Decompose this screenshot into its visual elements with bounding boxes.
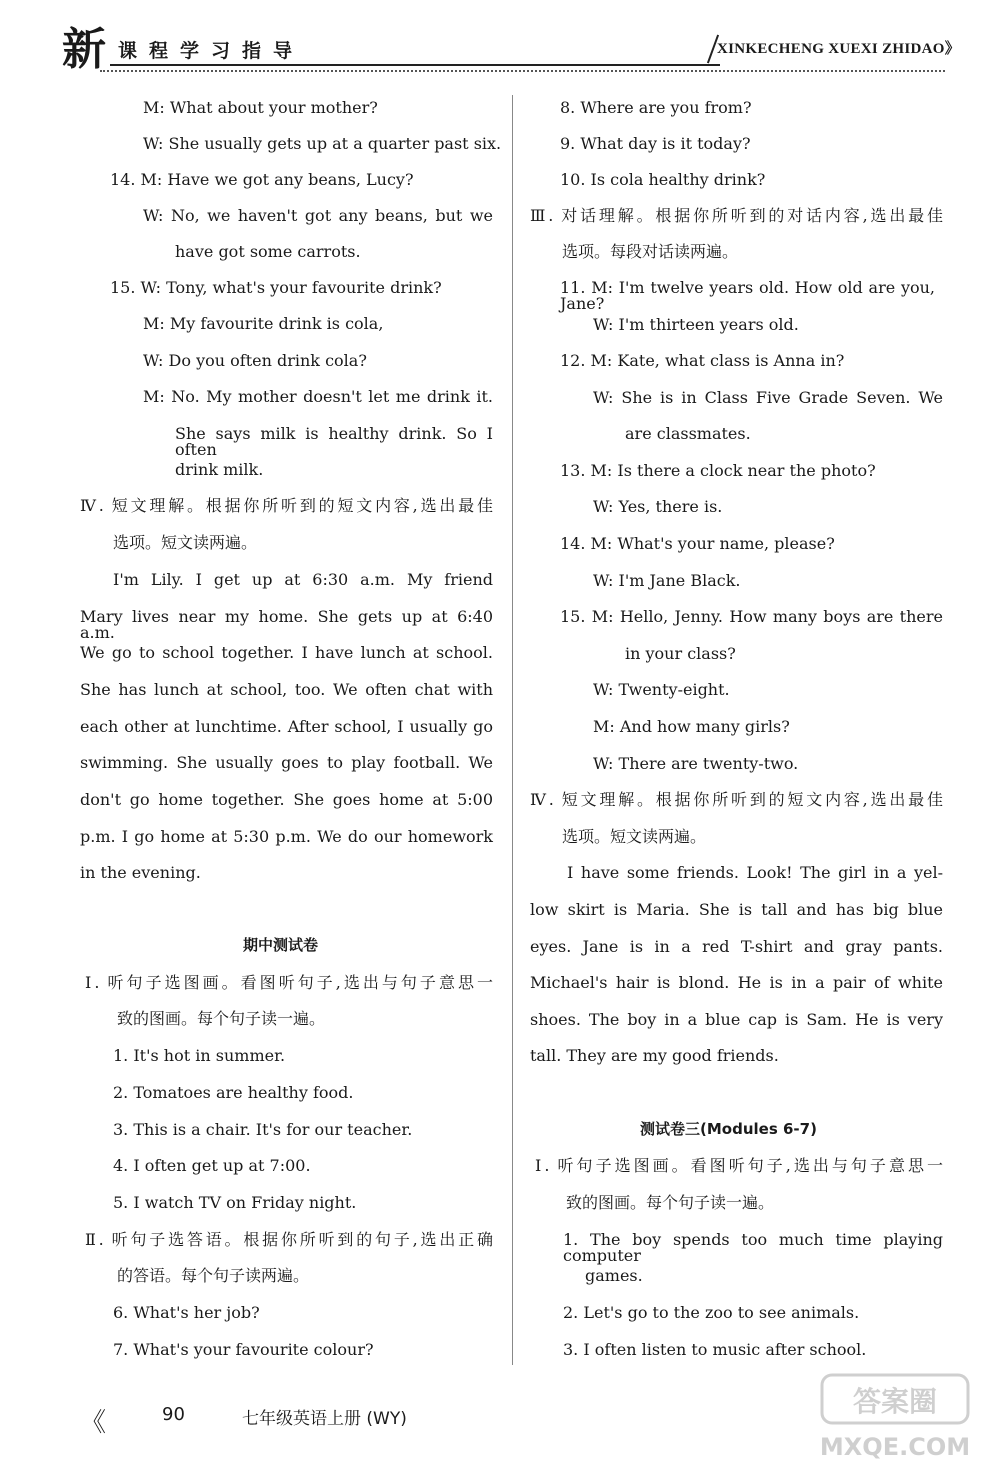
test-title: 测试卷三(Modules 6-7) (640, 1120, 817, 1138)
text-line: W: Do you often drink cola? (143, 351, 367, 370)
dialogue-line: W: Twenty-eight. (593, 680, 730, 699)
section-heading: Ⅱ. 听句子选答语。根据你所听到的句子,选出正确 (85, 1230, 493, 1249)
dialogue-line: are classmates. (625, 424, 751, 443)
column-divider (512, 95, 513, 1365)
paragraph-line: I'm Lily. I get up at 6:30 a.m. My friend (113, 570, 493, 589)
paragraph-line: tall. They are my good friends. (530, 1046, 779, 1065)
exam-title: 期中测试卷 (243, 936, 319, 954)
paragraph-line: She has lunch at school, too. We often chat with (80, 680, 493, 699)
page-number: 90 (162, 1404, 185, 1425)
paragraph-line: in the evening. (80, 863, 201, 882)
section-heading: Ⅰ. 听句子选图画。看图听句子,选出与句子意思一 (85, 973, 493, 992)
dialogue-line: M: And how many girls? (593, 717, 790, 736)
chevron-right-icon: 》 (944, 41, 961, 57)
question-item: 7. What's your favourite colour? (113, 1340, 374, 1359)
header-dotted-rule (100, 70, 945, 72)
question-item: 4. I often get up at 7:00. (113, 1156, 311, 1175)
section-heading: 选项。短文读两遍。 (113, 533, 258, 552)
series-title: 课程学习指导 (118, 40, 305, 62)
text-line: 14. M: Have we got any beans, Lucy? (110, 170, 414, 189)
paragraph-line: don't go home together. She goes home at 5:00 (80, 790, 493, 809)
text-line: drink milk. (175, 460, 264, 479)
text-line: M: My favourite drink is cola, (143, 314, 384, 333)
question-item: 1. It's hot in summer. (113, 1046, 286, 1065)
watermark-logo-text: 答案圈 (852, 1385, 938, 1418)
paragraph-line: p.m. I go home at 5:30 p.m. We do our homework (80, 827, 493, 846)
watermark-logo (820, 1373, 970, 1463)
question-item: 5. I watch TV on Friday night. (113, 1193, 357, 1212)
question-item: 2. Let's go to the zoo to see animals. (563, 1303, 860, 1322)
watermark-url: MXQE.COM (820, 1433, 970, 1461)
section-heading: Ⅲ. 对话理解。根据你所听到的对话内容,选出最佳 (530, 206, 943, 225)
paragraph-line: eyes. Jane is in a red T-shirt and gray pants. (530, 937, 943, 956)
dialogue-line: W: She is in Class Five Grade Seven. We (593, 388, 943, 407)
question-item: 3. I often listen to music after school. (563, 1340, 867, 1359)
text-line: 15. W: Tony, what's your favourite drink? (110, 278, 442, 297)
text-line: W: No, we haven't got any beans, but we (143, 206, 493, 225)
text-line: She says milk is healthy drink. So I often (175, 424, 493, 459)
dialogue-line: W: I'm thirteen years old. (593, 315, 799, 334)
section-heading: 致的图画。每个句子读一遍。 (566, 1193, 775, 1212)
question-item: 10. Is cola healthy drink? (560, 170, 766, 189)
text-line: have got some carrots. (175, 242, 361, 261)
question-item: 3. This is a chair. It's for our teacher. (113, 1120, 413, 1139)
question-item: 2. Tomatoes are healthy food. (113, 1083, 354, 1102)
question-item: games. (585, 1266, 643, 1285)
dialogue-line: 15. M: Hello, Jenny. How many boys are there (560, 607, 943, 626)
question-item: 6. What's her job? (113, 1303, 260, 1322)
chevron-left-icon: 《 (80, 1408, 107, 1438)
paragraph-line: We go to school together. I have lunch at school. (80, 643, 493, 662)
text-line: M: No. My mother doesn't let me drink it. (143, 387, 493, 406)
paragraph-line: shoes. The boy in a blue cap is Sam. He is very (530, 1010, 943, 1029)
dialogue-line: 12. M: Kate, what class is Anna in? (560, 351, 845, 370)
section-heading: 选项。每段对话读两遍。 (562, 242, 739, 261)
section-heading: Ⅰ. 听句子选图画。看图听句子,选出与句子意思一 (535, 1156, 943, 1175)
dialogue-line: 14. M: What's your name, please? (560, 534, 835, 553)
series-title-pinyin: XINKECHENG XUEXI ZHIDAO》 (717, 41, 961, 57)
question-item: 9. What day is it today? (560, 134, 751, 153)
header-rule (110, 64, 720, 66)
paragraph-line: swimming. She usually goes to play football. We (80, 753, 493, 772)
paragraph-line: low skirt is Maria. She is tall and has big blue (530, 900, 943, 919)
question-item: 1. The boy spends too much time playing computer (563, 1230, 943, 1265)
dialogue-line: W: Yes, there is. (593, 497, 723, 516)
text-line: W: She usually gets up at a quarter past six. (143, 134, 502, 153)
dialogue-line: in your class? (625, 644, 736, 663)
text-line: M: What about your mother? (143, 98, 378, 117)
section-heading: Ⅳ. 短文理解。根据你所听到的短文内容,选出最佳 (80, 496, 493, 515)
dialogue-line: 11. M: I'm twelve years old. How old are you, Jane? (560, 278, 935, 313)
question-item: 8. Where are you from? (560, 98, 752, 117)
paragraph-line: each other at lunchtime. After school, I usually go (80, 717, 493, 736)
dialogue-line: 13. M: Is there a clock near the photo? (560, 461, 876, 480)
dialogue-line: W: I'm Jane Black. (593, 571, 741, 590)
paragraph-line: Michael's hair is blond. He is in a pair of white (530, 973, 943, 992)
paragraph-line: Mary lives near my home. She gets up at 6:40 a.m. (80, 607, 493, 642)
section-heading: 选项。短文读两遍。 (562, 827, 707, 846)
section-heading: 的答语。每个句子读两遍。 (117, 1266, 310, 1285)
section-heading: Ⅳ. 短文理解。根据你所听到的短文内容,选出最佳 (530, 790, 943, 809)
paragraph-line: I have some friends. Look! The girl in a yel- (567, 863, 943, 882)
brand-logo: 新 (62, 24, 106, 75)
book-title: 七年级英语上册 (WY) (242, 1409, 407, 1429)
dialogue-line: W: There are twenty-two. (593, 754, 799, 773)
section-heading: 致的图画。每个句子读一遍。 (117, 1009, 326, 1028)
